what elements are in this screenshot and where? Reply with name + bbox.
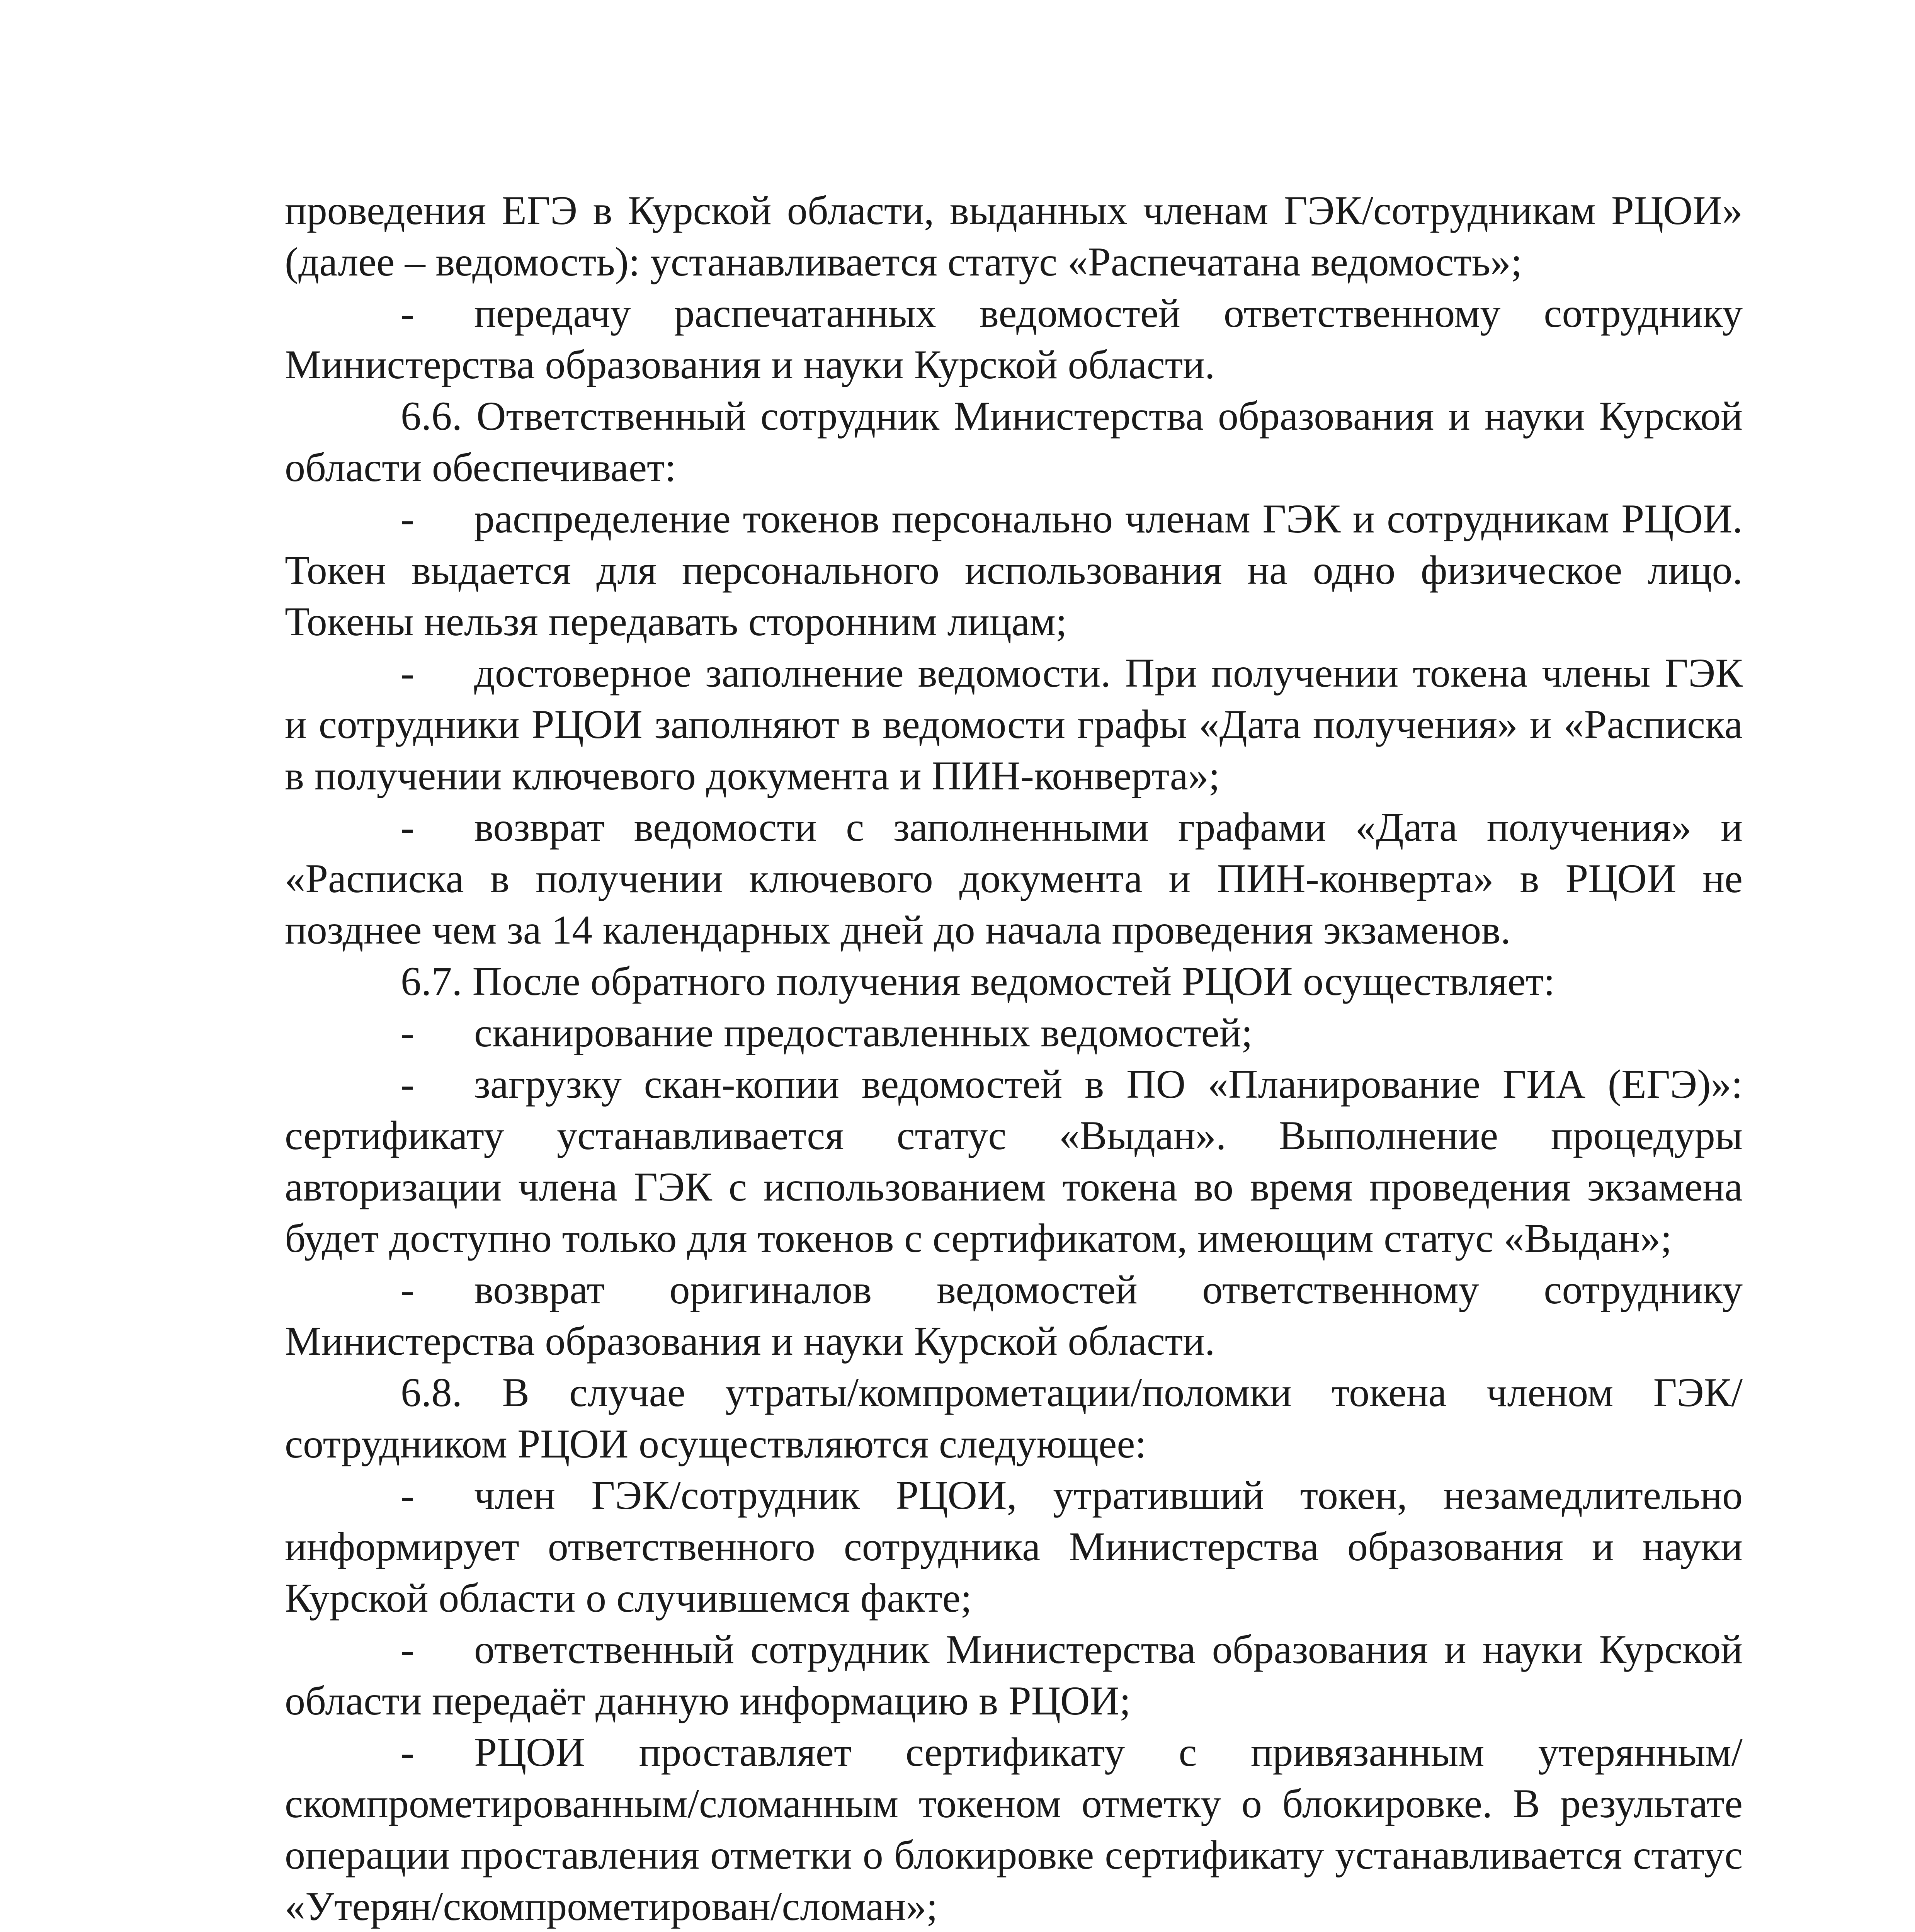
list-item-text: загрузку скан-копии ведомостей в ПО «Планирование ГИА (ЕГЭ)»: сертификату устанавливается статус «Выдан». Выполнение процедуры авторизации члена ГЭК с использованием токена во время проведения экзамена будет доступно только для токенов с сертификатом, имеющим статус «Выдан»; bbox=[285, 1061, 1743, 1261]
paragraph-text: 6.8. В случае утраты/компрометации/поломки токена членом ГЭК/сотрудником РЦОИ осуществляются следующее: bbox=[285, 1370, 1743, 1466]
paragraph bbox=[285, 1367, 1743, 1469]
bullet-marker: - bbox=[401, 1730, 415, 1775]
list-item bbox=[285, 1264, 1743, 1367]
list-item bbox=[285, 801, 1743, 956]
bullet-marker: - bbox=[401, 1061, 415, 1107]
list-item-text: член ГЭК/сотрудник РЦОИ, утративший токен, незамедлительно информирует ответственного сотрудника Министерства образования и науки Курской области о случившемся факте; bbox=[285, 1473, 1743, 1621]
list-item bbox=[285, 647, 1743, 801]
list-item bbox=[285, 493, 1743, 647]
paragraph-text: проведения ЕГЭ в Курской области, выданных членам ГЭК/сотрудникам РЦОИ» (далее – ведомость): устанавливается статус «Распечатана ведомость»; bbox=[285, 188, 1743, 284]
list-item-text: передачу распечатанных ведомостей ответственному сотруднику Министерства образования и науки Курской области. bbox=[285, 291, 1743, 387]
list-item bbox=[285, 1007, 1743, 1058]
paragraph-text: 6.7. После обратного получения ведомостей РЦОИ осуществляет: bbox=[401, 959, 1555, 1004]
list-item bbox=[285, 1726, 1743, 1932]
list-item-text: возврат ведомости с заполненными графами «Дата получения» и «Расписка в получении ключевого документа и ПИН-конверта» в РЦОИ не позднее чем за 14 календарных дней до начала проведения экзаменов. bbox=[285, 804, 1743, 952]
bullet-marker: - bbox=[401, 1010, 415, 1055]
bullet-marker: - bbox=[401, 1267, 415, 1312]
bullet-marker: - bbox=[401, 1627, 415, 1672]
bullet-marker: - bbox=[401, 496, 415, 541]
list-item-text: ответственный сотрудник Министерства образования и науки Курской области передаёт данную информацию в РЦОИ; bbox=[285, 1627, 1743, 1723]
paragraph bbox=[285, 956, 1743, 1007]
list-item-text: достоверное заполнение ведомости. При получении токена члены ГЭК и сотрудники РЦОИ заполняют в ведомости графы «Дата получения» и «Расписка в получении ключевого документа и ПИН-конверта»; bbox=[285, 650, 1743, 798]
bullet-marker: - bbox=[401, 650, 415, 696]
bullet-marker: - bbox=[401, 1473, 415, 1518]
list-item-text: возврат оригиналов ведомостей ответственному сотруднику Министерства образования и науки Курской области. bbox=[285, 1267, 1743, 1364]
list-item bbox=[285, 287, 1743, 390]
bullet-marker: - bbox=[401, 804, 415, 850]
list-item bbox=[285, 1469, 1743, 1624]
paragraph-continuation bbox=[285, 185, 1743, 287]
bullet-marker: - bbox=[401, 291, 415, 336]
paragraph bbox=[285, 390, 1743, 493]
list-item-text: РЦОИ проставляет сертификату с привязанным утерянным/ скомпрометированным/сломанным токеном отметку о блокировке. В результате операции проставления отметки о блокировке сертификату устанавливается статус «Утерян/скомпрометирован/сломан»; bbox=[285, 1730, 1743, 1929]
list-item bbox=[285, 1058, 1743, 1264]
document-body bbox=[285, 185, 1743, 1932]
list-item-text: распределение токенов персонально членам ГЭК и сотрудникам РЦОИ. Токен выдается для персонального использования на одно физическое лицо. Токены нельзя передавать сторонним лицам; bbox=[285, 496, 1743, 644]
list-item bbox=[285, 1624, 1743, 1726]
list-item-text: сканирование предоставленных ведомостей; bbox=[474, 1010, 1253, 1055]
paragraph-text: 6.6. Ответственный сотрудник Министерства образования и науки Курской области обеспечивает: bbox=[285, 393, 1743, 490]
